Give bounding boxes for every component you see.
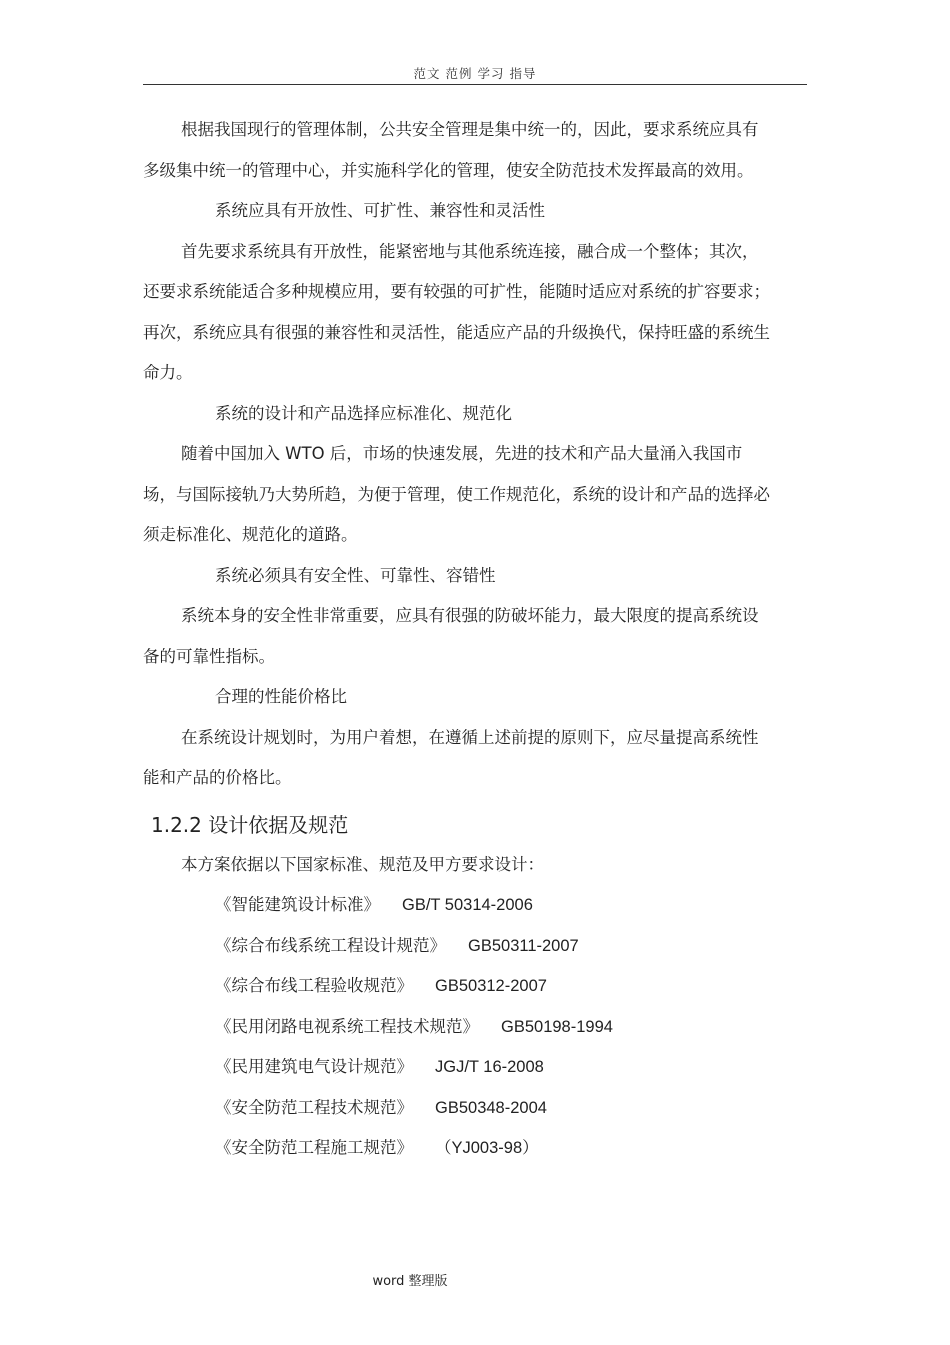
standards-intro: 本方案依据以下国家标准、规范及甲方要求设计： xyxy=(180,854,544,874)
paragraph: 首先要求系统具有开放性，能紧密地与其他系统连接，融合成一个整体；其次，还要求系统能适合多种规模应用，要有较强的可扩性，能随时适应对系统的扩容要求；再次，系统应具有很强的兼容性和灵活性，能适应产品的升级换代，保持旺盛的系统生命力。 xyxy=(143,241,770,382)
section-heading-1-2-2: 1.2.2 设计依据及规范 xyxy=(151,812,349,837)
standard-item xyxy=(143,966,773,1007)
standard-item xyxy=(143,1047,773,1088)
standard-code: GB/T 50314-2006 xyxy=(402,896,533,914)
standard-code: GB50312-2007 xyxy=(435,977,547,995)
standard-name: 《民用闭路电视系统工程技术规范》 xyxy=(215,1016,479,1036)
standard-name: 《民用建筑电气设计规范》 xyxy=(215,1057,413,1076)
section-title: 系统应具有开放性、可扩性、兼容性和灵活性 xyxy=(215,201,545,220)
standard-item xyxy=(143,885,773,926)
standard-name: 《综合布线系统工程设计规范》 xyxy=(215,935,446,955)
paragraph: 随着中国加入 WTO 后，市场的快速发展，先进的技术和产品大量涌入我国市场，与国际接轨乃大势所趋，为便于管理，使工作规范化，系统的设计和产品的选择必须走标准化、规范化的道路。 xyxy=(143,444,770,544)
section-title: 系统必须具有安全性、可靠性、容错性 xyxy=(215,565,496,585)
standard-name: 《安全防范工程施工规范》 xyxy=(215,1138,413,1157)
standard-code: （YJ003-98） xyxy=(435,1139,539,1157)
standard-item xyxy=(143,1088,773,1129)
document-body xyxy=(143,110,773,1169)
standard-name: 《综合布线工程验收规范》 xyxy=(215,976,413,995)
page-header: 范文 范例 学习 指导 xyxy=(143,64,807,85)
standard-code: GB50348-2004 xyxy=(435,1098,547,1117)
section-title: 合理的性能价格比 xyxy=(215,687,347,706)
standard-name: 《智能建筑设计标准》 xyxy=(215,895,380,914)
standard-code: GB50198-1994 xyxy=(501,1017,613,1036)
paragraph: 系统本身的安全性非常重要，应具有很强的防破坏能力，最大限度的提高系统设备的可靠性指标。 xyxy=(143,606,759,666)
standard-item xyxy=(143,1128,773,1169)
standard-code: JGJ/T 16-2008 xyxy=(435,1058,544,1076)
standard-name: 《安全防范工程技术规范》 xyxy=(215,1097,413,1117)
paragraph: 根据我国现行的管理体制，公共安全管理是集中统一的，因此，要求系统应具有多级集中统一的管理中心，并实施科学化的管理，使安全防范技术发挥最高的效用。 xyxy=(143,120,759,180)
section-title: 系统的设计和产品选择应标准化、规范化 xyxy=(215,403,512,423)
page-footer: word 整理版 xyxy=(372,1274,448,1289)
standard-item xyxy=(143,926,773,967)
paragraph: 在系统设计规划时，为用户着想，在遵循上述前提的原则下，应尽量提高系统性能和产品的价格比。 xyxy=(143,727,759,787)
standards-list xyxy=(143,885,773,1169)
standard-item xyxy=(143,1007,773,1048)
standard-code: GB50311-2007 xyxy=(468,936,579,955)
